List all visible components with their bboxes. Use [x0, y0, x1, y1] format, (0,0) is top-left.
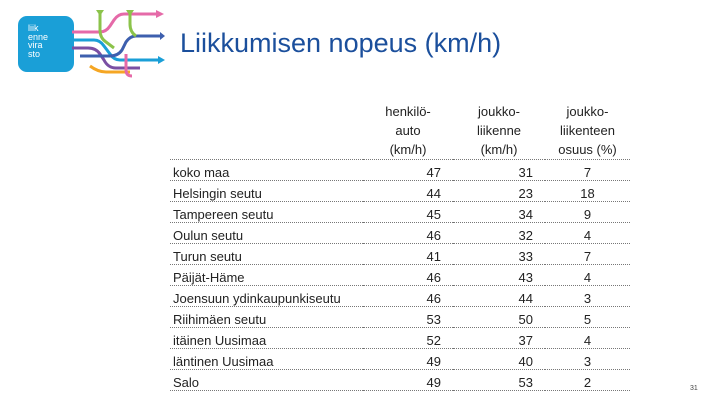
- table-row: [170, 202, 630, 223]
- transit-share-value: 7: [545, 160, 630, 181]
- table-row: [170, 181, 630, 202]
- region-name: Joensuun ydinkaupunkiseutu: [170, 286, 363, 307]
- region-name: Riihimäen seutu: [170, 307, 363, 328]
- transit-speed-value: 31: [453, 160, 545, 181]
- table-row: [170, 286, 630, 307]
- header-line: osuus (%): [558, 142, 617, 157]
- header-transit-share: [545, 102, 630, 160]
- transit-share-value: 4: [545, 265, 630, 286]
- region-name: Turun seutu: [170, 244, 363, 265]
- transit-share-value: 18: [545, 181, 630, 202]
- header-empty-cell: [170, 102, 363, 160]
- header-line: liikenne: [476, 123, 522, 138]
- transit-speed-value: 50: [453, 307, 545, 328]
- header-line: (km/h): [480, 142, 518, 157]
- table-header-row: [170, 102, 630, 160]
- region-name: Helsingin seutu: [170, 181, 363, 202]
- transit-speed-value: 23: [453, 181, 545, 202]
- transit-share-value: 3: [545, 349, 630, 370]
- car-speed-value: 45: [363, 202, 453, 223]
- transit-speed-value: 37: [453, 328, 545, 349]
- region-name: Salo: [170, 370, 363, 391]
- slide-title: Liikkumisen nopeus (km/h): [180, 28, 502, 58]
- region-name: Tampereen seutu: [170, 202, 363, 223]
- car-speed-value: 49: [363, 349, 453, 370]
- region-name: itäinen Uusimaa: [170, 328, 363, 349]
- transit-speed-value: 32: [453, 223, 545, 244]
- transit-share-value: 5: [545, 307, 630, 328]
- table-row: [170, 223, 630, 244]
- car-speed-value: 53: [363, 307, 453, 328]
- page-number: 31: [690, 385, 698, 392]
- header-line: (km/h): [389, 142, 427, 157]
- transit-share-value: 3: [545, 286, 630, 307]
- transit-share-value: 9: [545, 202, 630, 223]
- car-speed-value: 44: [363, 181, 453, 202]
- transit-share-value: 4: [545, 328, 630, 349]
- logo-line: sto: [28, 48, 41, 59]
- transit-share-value: 7: [545, 244, 630, 265]
- table-row: [170, 307, 630, 328]
- logo-line: vira: [28, 40, 43, 50]
- car-speed-value: 41: [363, 244, 453, 265]
- table-row: [170, 328, 630, 349]
- header-car-speed: [363, 102, 453, 160]
- region-name: Päijät-Häme: [170, 265, 363, 286]
- speed-table: [170, 102, 630, 391]
- logo-line: enne: [28, 31, 49, 42]
- car-speed-value: 52: [363, 328, 453, 349]
- region-name: läntinen Uusimaa: [170, 349, 363, 370]
- table-row: [170, 370, 630, 391]
- region-name: Oulun seutu: [170, 223, 363, 244]
- transit-speed-value: 43: [453, 265, 545, 286]
- car-speed-value: 47: [363, 160, 453, 181]
- transit-speed-value: 53: [453, 370, 545, 391]
- transit-speed-value: 33: [453, 244, 545, 265]
- header-line: henkilö-: [385, 104, 431, 119]
- table-row: [170, 160, 630, 181]
- transit-share-value: 4: [545, 223, 630, 244]
- car-speed-value: 46: [363, 265, 453, 286]
- transit-speed-value: 40: [453, 349, 545, 370]
- transit-speed-value: 44: [453, 286, 545, 307]
- header-transit-speed: [453, 102, 545, 160]
- header-line: joukko-: [478, 104, 520, 119]
- logo-line: liik: [28, 23, 39, 33]
- car-speed-value: 49: [363, 370, 453, 391]
- table-row: [170, 265, 630, 286]
- header-line: auto: [395, 123, 421, 138]
- transit-speed-value: 34: [453, 202, 545, 223]
- transit-share-value: 2: [545, 370, 630, 391]
- car-speed-value: 46: [363, 286, 453, 307]
- header-line: joukko-: [566, 104, 609, 119]
- liikennevirasto-logo: [18, 16, 74, 72]
- route-arrows-graphic: [70, 10, 165, 80]
- table-row: [170, 244, 630, 265]
- car-speed-value: 46: [363, 223, 453, 244]
- region-name: koko maa: [170, 160, 363, 181]
- header-line: liikenteen: [560, 123, 615, 138]
- table-row: [170, 349, 630, 370]
